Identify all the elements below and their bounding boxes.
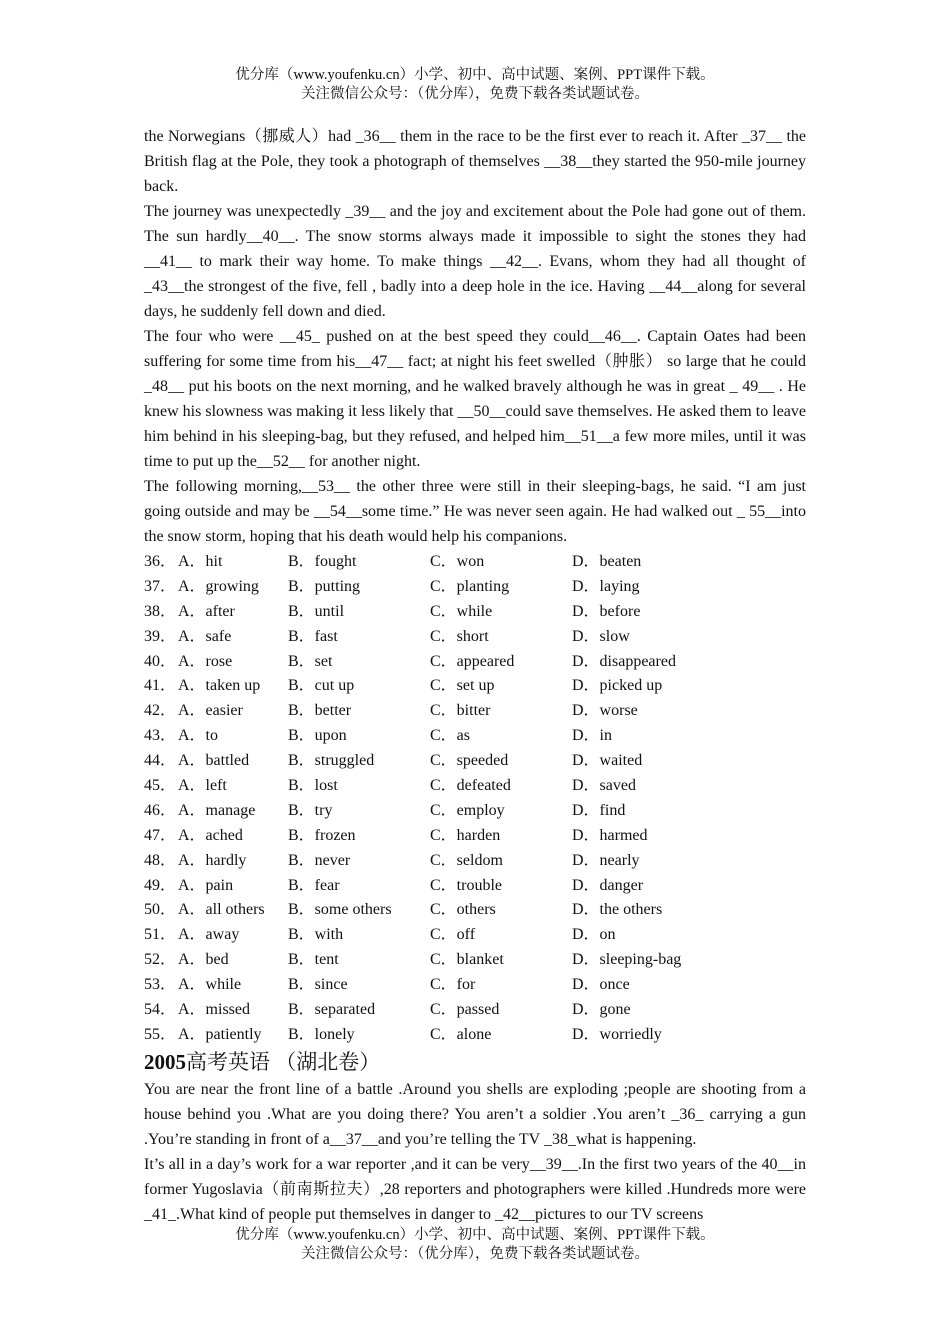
option-d: D．worriedly: [572, 1025, 662, 1043]
option-b: B．fought: [288, 553, 357, 570]
option-row: [144, 549, 806, 574]
option-c: C．short: [430, 627, 489, 645]
option-d: D．sleeping-bag: [572, 951, 682, 969]
option-b: B．tent: [288, 951, 339, 969]
option-c: C．others: [430, 901, 496, 919]
option-number: 41．: [144, 677, 177, 695]
option-a: A．taken up: [178, 677, 261, 695]
option-number: 48．: [144, 851, 177, 869]
option-a: A．all others: [178, 901, 265, 919]
option-b: B．since: [288, 976, 348, 994]
section-title-year: 2005: [144, 1049, 186, 1074]
option-b: B．fast: [288, 627, 338, 645]
footer-line-2: 关注微信公众号：（优分库），免费下载各类试题试卷。: [301, 1246, 649, 1262]
option-b: B．try: [288, 801, 333, 819]
option-a: A．hardly: [178, 851, 247, 869]
option-row: [144, 922, 806, 947]
option-c: C．passed: [430, 1001, 500, 1019]
header-line-2: 关注微信公众号：（优分库），免费下载各类试题试卷。: [301, 86, 649, 102]
option-b: B．frozen: [288, 826, 356, 844]
option-c: C．defeated: [430, 777, 511, 795]
option-row: [144, 848, 806, 873]
option-number: 43．: [144, 727, 177, 745]
options-list: [144, 549, 806, 1047]
option-number: 52．: [144, 951, 177, 969]
option-c: C．for: [430, 976, 476, 994]
header-line-1: 优分库（www.youfenku.cn）小学、初中、高中试题、案例、PPT课件下载。: [235, 67, 715, 83]
option-a: A．missed: [178, 1001, 251, 1019]
option-number: 42．: [144, 702, 177, 720]
option-d: D．nearly: [572, 851, 640, 869]
option-c: C．trouble: [430, 876, 502, 894]
option-b: B．better: [288, 702, 352, 720]
option-number: 45．: [144, 777, 177, 795]
passage1-paragraph-4: The following morning,__53__ the other three were still in their sleeping-bags, he said. “I am just going outside and may be __54__some time.” He was never seen again. He had walked out _ 55__into the snow storm, hoping that his death would help his companions.: [144, 478, 806, 545]
option-number: 54．: [144, 1001, 177, 1019]
option-number: 36．: [144, 553, 177, 570]
option-a: A．safe: [178, 627, 232, 645]
page-header: [0, 66, 950, 104]
passage1-paragraph-3: The four who were __45_ pushed on at the best speed they could__46__. Captain Oates had been suffering for some time from his__47__ fact; at night his feet swelled（肿胀） so large that he could _48__ put his boots on the next morning, and he walked bravely although he was in great _ 49__ . He knew his slowness was making it less likely that __50__could save themselves. He asked them to leave him behind in his sleeping-bag, but they refused, and helped him__51__a few more miles, until it was time to put up the__52__ for another night.: [144, 328, 806, 470]
option-a: A．pain: [178, 876, 234, 894]
option-row: [144, 723, 806, 748]
option-d: D．worse: [572, 702, 638, 720]
option-c: C．bitter: [430, 702, 491, 720]
option-row: [144, 673, 806, 698]
passage2-paragraph-1: You are near the front line of a battle .Around you shells are exploding ;people are shooting from a house behind you .What are you doing there? You aren’t a soldier .You aren’t _36_ carrying a gun .You’re standing in front of a__37__and you’re telling the TV _38_what is happening.: [144, 1080, 806, 1148]
passage1-paragraph-1: the Norwegians（挪威人）had _36__ them in the race to be the first ever to reach it. After _37__ the British flag at the Pole, they took a photograph of themselves __38__they started the 950-mile journey back.: [144, 128, 806, 195]
option-d: D．disappeared: [572, 652, 676, 670]
option-row: [144, 748, 806, 773]
option-a: A．patiently: [178, 1025, 262, 1043]
option-a: A．bed: [178, 951, 229, 969]
passage1-paragraph-2: The journey was unexpectedly _39__ and the joy and excitement about the Pole had gone out of them. The sun hardly__40__. The snow storms always made it impossible to sight the stones they had __41__ to mark their way home. To make things __42__. Evans, whom they had all thought of _43__the strongest of the five, fell , badly into a deep hole in the ice. Having __44__along for several days, he suddenly fell down and died.: [144, 203, 806, 320]
option-a: A．rose: [178, 652, 233, 670]
option-d: D．laying: [572, 577, 640, 595]
option-b: B．until: [288, 602, 345, 620]
option-c: C．while: [430, 602, 493, 620]
option-b: B．upon: [288, 727, 347, 745]
option-c: C．blanket: [430, 951, 504, 969]
option-number: 46．: [144, 801, 177, 819]
option-row: [144, 1022, 806, 1047]
option-c: C．speeded: [430, 752, 509, 770]
option-c: C．seldom: [430, 851, 503, 869]
option-a: A．battled: [178, 752, 250, 770]
option-b: B．never: [288, 851, 351, 869]
option-d: D．waited: [572, 752, 643, 770]
option-number: 51．: [144, 926, 177, 944]
option-number: 53．: [144, 976, 177, 994]
option-d: D．picked up: [572, 677, 663, 695]
option-number: 44．: [144, 752, 177, 770]
option-a: A．growing: [178, 577, 259, 595]
option-row: [144, 997, 806, 1022]
option-d: D．before: [572, 602, 641, 620]
option-a: A．hit: [178, 553, 223, 570]
option-b: B．struggled: [288, 752, 375, 770]
option-b: B．lost: [288, 777, 338, 795]
option-d: D．danger: [572, 876, 644, 894]
option-number: 47．: [144, 826, 177, 844]
option-number: 38．: [144, 602, 177, 620]
option-row: [144, 698, 806, 723]
option-d: D．slow: [572, 627, 630, 645]
option-b: B．some others: [288, 901, 392, 919]
option-a: A．after: [178, 602, 235, 620]
option-d: D．harmed: [572, 826, 648, 844]
option-d: D．saved: [572, 777, 636, 795]
option-d: D．in: [572, 727, 613, 745]
document-body: [144, 124, 806, 1227]
option-number: 49．: [144, 876, 177, 894]
option-c: C．won: [430, 553, 485, 570]
option-c: C．set up: [430, 677, 495, 695]
option-row: [144, 972, 806, 997]
option-c: C．employ: [430, 801, 505, 819]
option-row: [144, 574, 806, 599]
option-b: B．cut up: [288, 677, 355, 695]
option-d: D．on: [572, 926, 616, 944]
option-a: A．to: [178, 727, 219, 745]
option-d: D．beaten: [572, 553, 642, 570]
option-b: B．lonely: [288, 1025, 355, 1043]
option-number: 39．: [144, 627, 177, 645]
footer-line-1: 优分库（www.youfenku.cn）小学、初中、高中试题、案例、PPT课件下载。: [235, 1227, 715, 1243]
option-row: [144, 873, 806, 898]
option-b: B．with: [288, 926, 344, 944]
option-b: B．putting: [288, 577, 361, 595]
option-b: B．set: [288, 652, 333, 670]
option-c: C．as: [430, 727, 471, 745]
option-number: 37．: [144, 577, 177, 595]
option-row: [144, 773, 806, 798]
option-d: D．once: [572, 976, 630, 994]
option-row: [144, 624, 806, 649]
option-row: [144, 947, 806, 972]
option-c: C．appeared: [430, 652, 515, 670]
option-row: [144, 897, 806, 922]
option-row: [144, 599, 806, 624]
option-d: D．the others: [572, 901, 663, 919]
option-row: [144, 649, 806, 674]
option-a: A．easier: [178, 702, 243, 720]
page-footer: [0, 1226, 950, 1264]
option-c: C．planting: [430, 577, 510, 595]
option-number: 40．: [144, 652, 177, 670]
option-row: [144, 823, 806, 848]
option-b: B．separated: [288, 1001, 376, 1019]
section-title-text: 高考英语 （湖北卷）: [186, 1049, 381, 1074]
passage2-paragraph-2: It’s all in a day’s work for a war reporter ,and it can be very__39__.In the first two years of the 40__in former Yugoslavia（前南斯拉夫）,28 reporters and photographers were killed .Hundreds more were _41_.What kind of people put themselves in danger to _42__pictures to our TV screens: [144, 1155, 806, 1223]
option-a: A．left: [178, 777, 227, 795]
option-number: 55．: [144, 1025, 177, 1043]
option-a: A．ached: [178, 826, 243, 844]
option-a: A．while: [178, 976, 242, 994]
option-c: C．alone: [430, 1025, 492, 1043]
option-a: A．manage: [178, 801, 256, 819]
option-d: D．find: [572, 801, 626, 819]
option-b: B．fear: [288, 876, 340, 894]
section-title: [144, 1049, 806, 1076]
option-number: 50．: [144, 901, 177, 919]
option-row: [144, 798, 806, 823]
option-c: C．harden: [430, 826, 501, 844]
option-d: D．gone: [572, 1001, 631, 1019]
option-c: C．off: [430, 926, 476, 944]
option-a: A．away: [178, 926, 240, 944]
